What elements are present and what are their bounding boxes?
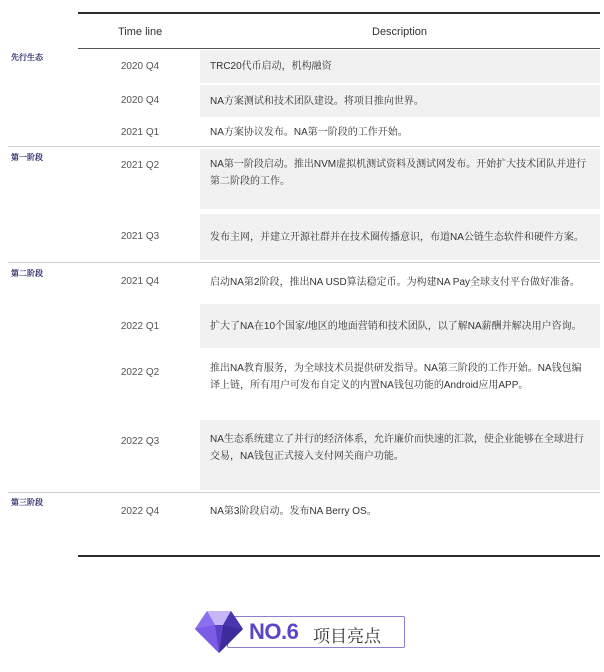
header-rule <box>78 48 600 49</box>
row-time: 2020 Q4 <box>120 61 160 72</box>
stage-label-2: 第二阶段 <box>11 269 43 278</box>
stage-label-3: 第三阶段 <box>11 498 43 507</box>
row-description: NA方案协议发布。NA第一阶段的工作开始。 <box>210 126 408 138</box>
column-header-description: Description <box>372 26 428 38</box>
stage-separator <box>8 492 600 493</box>
row-description: 推出NA教育服务，为全球技术员提供研发指导。NA第三阶段的工作开始。NA钱包编译上链，所有用户可发布自定义的内置NA钱包功能的Android应用APP。 <box>210 363 582 391</box>
row-time: 2020 Q4 <box>120 95 160 106</box>
stage-separator <box>8 146 600 147</box>
row-time: 2021 Q3 <box>120 231 160 242</box>
stage-separator <box>8 262 600 263</box>
row-time: 2021 Q2 <box>120 160 160 171</box>
stage-label-pre: 先行生态 <box>11 53 43 62</box>
table-bottom-rule <box>78 555 600 557</box>
row-description: NA第一阶段启动。推出NVM虚拟机测试资料及测试网发布。开始扩大技术团队并进行第二阶段的工作。 <box>200 149 600 209</box>
row-time: 2022 Q1 <box>120 321 160 332</box>
section-number: NO.6 <box>249 619 299 644</box>
row-description: 启动NA第2阶段，推出NA USD算法稳定币。为构建NA Pay全球支付平台做好准备。 <box>210 276 581 288</box>
section-badge <box>193 607 408 655</box>
gem-icon <box>193 607 245 655</box>
row-description: TRC20代币启动，机构融资 <box>200 50 600 83</box>
row-description: NA方案测试和技术团队建设。将项目推向世界。 <box>200 85 600 117</box>
row-description: NA生态系统建立了并行的经济体系，允许廉价而快速的汇款，使企业能够在全球进行交易，NA钱包正式接入支付网关商户功能。 <box>200 420 600 490</box>
row-time: 2021 Q4 <box>120 276 160 287</box>
stage-label-1: 第一阶段 <box>11 153 43 162</box>
row-description: NA第3阶段启动。发布NA Berry OS。 <box>210 505 377 517</box>
row-time: 2022 Q4 <box>120 506 160 517</box>
row-time: 2022 Q2 <box>120 367 160 378</box>
row-description: 扩大了NA在10个国家/地区的地面营销和技术团队，以了解NA薪酬并解决用户咨询。 <box>200 304 600 348</box>
row-description: 发布主网，并建立开源社群并在技术圈传播意识，布道NA公链生态软件和硬件方案。 <box>200 214 600 260</box>
row-time: 2021 Q1 <box>120 127 160 138</box>
table-top-rule <box>78 12 600 14</box>
section-title: 项目亮点 <box>313 627 381 647</box>
column-header-time: Time line <box>118 26 163 38</box>
row-time: 2022 Q3 <box>120 436 160 447</box>
